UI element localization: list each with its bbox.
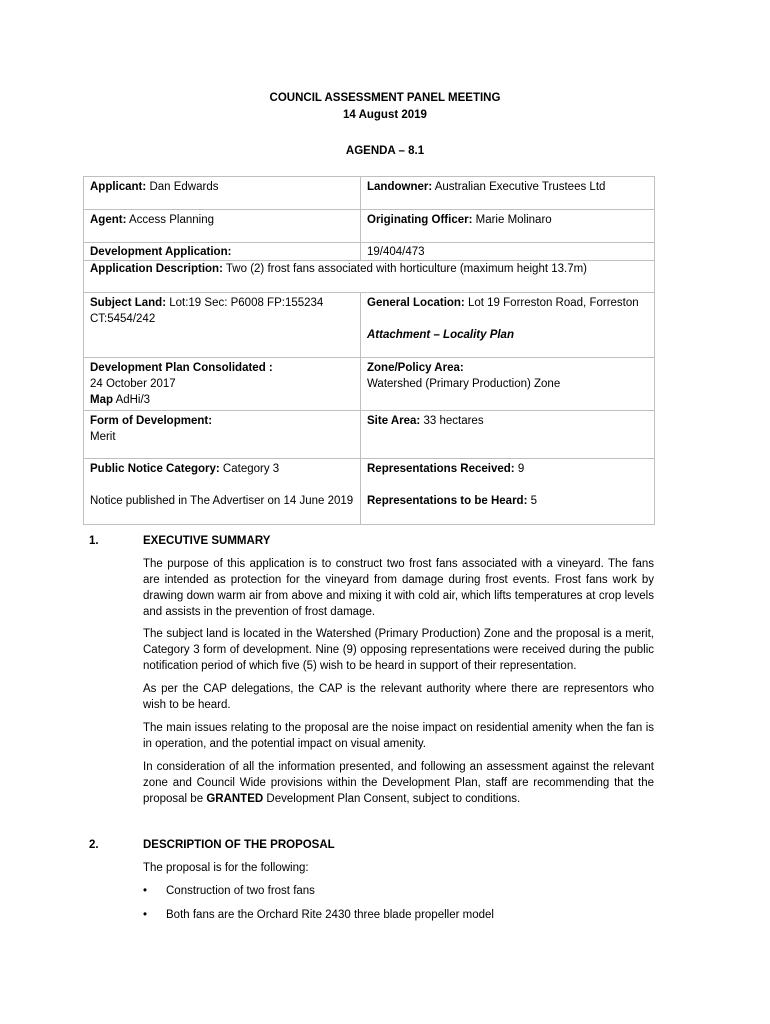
exec-summary-paragraph-2: The subject land is located in the Watershed (Primary Production) Zone and the proposal is a merit, Category 3 form of development. Nine (9) opposing representations were received during the public notification period of which five (5) wish to be heard in support of their representation.	[143, 628, 654, 672]
reps-received-label: Representations Received:	[367, 463, 515, 475]
agent-label: Agent:	[90, 214, 127, 226]
notice-published: Notice published in The Advertiser on 14 June 2019	[90, 495, 354, 507]
officer-cell	[361, 210, 655, 243]
recommendation-text-post: Development Plan Consent, subject to conditions.	[266, 793, 521, 805]
general-location-cell	[361, 293, 655, 358]
form-value: Merit	[90, 431, 116, 443]
section-2-number: 2.	[89, 839, 99, 851]
section-1-title: EXECUTIVE SUMMARY	[143, 535, 271, 547]
form-cell	[84, 411, 361, 459]
agenda-number: AGENDA – 8.1	[345, 145, 425, 157]
subject-land-value: Lot:19 Sec: P6008 FP:155234 CT:5454/242	[90, 297, 324, 325]
dev-app-label: Development Application:	[90, 246, 232, 258]
general-location-value: Lot 19 Forreston Road, Forreston	[467, 297, 639, 309]
bullet-icon: •	[143, 909, 148, 921]
applicant-value: Dan Edwards	[149, 181, 219, 193]
officer-label: Originating Officer:	[367, 214, 473, 226]
agent-value: Access Planning	[128, 214, 215, 226]
app-desc-value: Two (2) frost fans associated with horticulture (maximum height 13.7m)	[225, 263, 588, 275]
dev-app-value-cell	[361, 243, 655, 261]
reps-heard-value: 5	[530, 495, 538, 507]
app-desc-cell	[84, 261, 655, 293]
meeting-date: 14 August 2019	[343, 109, 427, 121]
landowner-value: Australian Executive Trustees Ltd	[434, 181, 606, 193]
site-area-value: 33 hectares	[423, 415, 484, 427]
representations-cell	[361, 459, 655, 525]
proposal-bullet: Construction of two frost fans	[166, 885, 315, 897]
exec-summary-paragraph-5	[143, 759, 654, 807]
public-notice-value: Category 3	[222, 463, 280, 475]
section-2-title: DESCRIPTION OF THE PROPOSAL	[143, 839, 335, 851]
public-notice-label: Public Notice Category:	[90, 463, 220, 475]
map-label: Map	[90, 394, 113, 406]
applicant-cell	[84, 177, 361, 210]
form-label: Form of Development:	[90, 415, 213, 427]
dev-plan-cell	[84, 358, 361, 411]
dev-plan-label: Development Plan Consolidated :	[90, 362, 273, 374]
subject-land-cell	[84, 293, 361, 358]
application-details-table	[83, 176, 655, 525]
recommendation-granted: GRANTED	[206, 793, 264, 805]
recommendation-text-pre: In consideration of all the information presented, and following an assessment against the relevant zone and Council Wide provisions within the Development Plan, staff are recommending that the proposal be	[143, 761, 654, 805]
general-location-label: General Location:	[367, 297, 465, 309]
bullet-icon: •	[143, 885, 148, 897]
site-area-label: Site Area:	[367, 415, 421, 427]
officer-value: Marie Molinaro	[475, 214, 552, 226]
zone-cell	[361, 358, 655, 411]
exec-summary-paragraph-4: The main issues relating to the proposal are the noise impact on residential amenity when the fan is in operation, and the potential impact on visual amenity.	[143, 722, 654, 750]
exec-summary-paragraph-3: As per the CAP delegations, the CAP is the relevant authority where there are representors who wish to be heard.	[143, 683, 654, 711]
proposal-intro: The proposal is for the following:	[143, 862, 309, 874]
reps-received-value: 9	[517, 463, 525, 475]
reps-heard-label: Representations to be Heard:	[367, 495, 528, 507]
applicant-label: Applicant:	[90, 181, 147, 193]
zone-label: Zone/Policy Area:	[367, 362, 464, 374]
subject-land-label: Subject Land:	[90, 297, 167, 309]
attachment-note: Attachment – Locality Plan	[367, 329, 514, 341]
section-1-number: 1.	[89, 535, 99, 547]
app-desc-label: Application Description:	[90, 263, 223, 275]
meeting-title: COUNCIL ASSESSMENT PANEL MEETING	[269, 92, 501, 104]
map-value: AdHi/3	[115, 394, 151, 406]
exec-summary-paragraph-1: The purpose of this application is to construct two frost fans associated with a vineyard. The fans are intended as protection for the vineyard from damage during frost events. Frost fans work by drawing down warm air from above and mixing it with cold air, which lifts temperatures at crop levels and assists in the prevention of frost damage.	[143, 558, 654, 618]
dev-app-label-cell	[84, 243, 361, 261]
zone-value: Watershed (Primary Production) Zone	[367, 378, 561, 390]
landowner-label: Landowner:	[367, 181, 433, 193]
agent-cell	[84, 210, 361, 243]
landowner-cell	[361, 177, 655, 210]
public-notice-cell	[84, 459, 361, 525]
proposal-bullet: Both fans are the Orchard Rite 2430 three blade propeller model	[166, 909, 494, 921]
dev-app-value: 19/404/473	[367, 246, 425, 258]
site-area-cell	[361, 411, 655, 459]
dev-plan-date: 24 October 2017	[90, 378, 176, 390]
